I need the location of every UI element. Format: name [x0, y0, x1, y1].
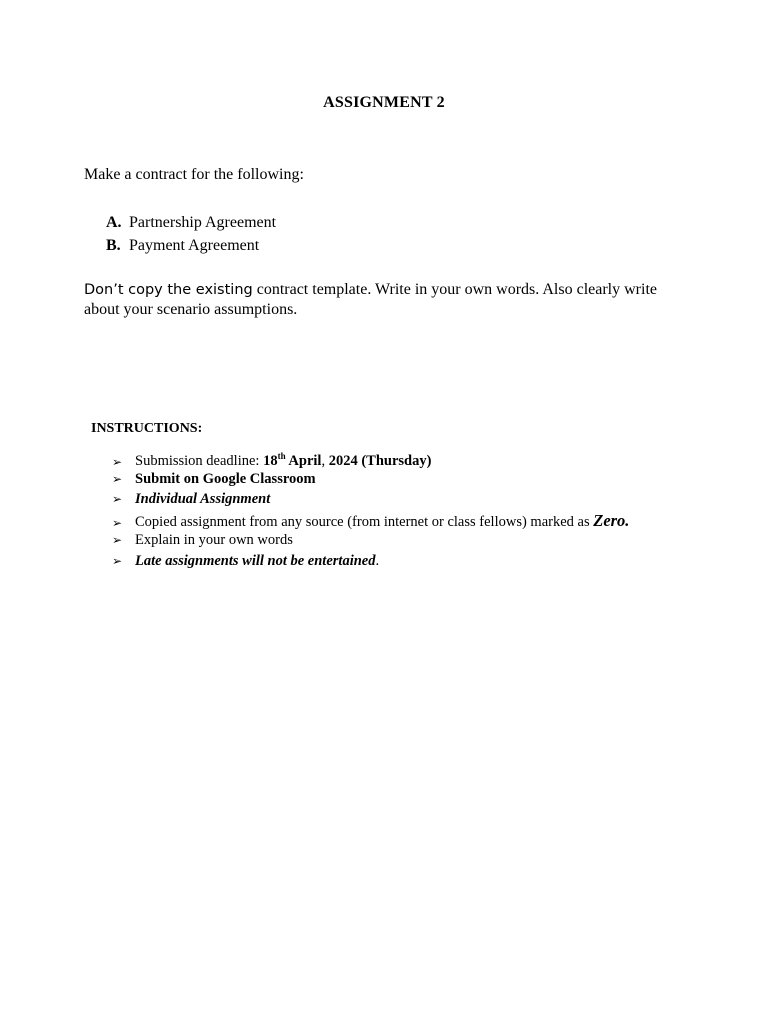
arrowhead-bullet-icon: ➢ — [112, 455, 123, 469]
copied-text: Copied assignment from any source (from internet or class fellows) marked as — [135, 514, 594, 530]
zero-emphasis: Zero. — [593, 511, 630, 530]
note-lead: Don’t copy the existing — [84, 282, 253, 298]
arrowhead-bullet-icon: ➢ — [112, 492, 123, 506]
list-item — [112, 551, 629, 571]
list-item — [112, 450, 629, 470]
arrowhead-bullet-icon: ➢ — [112, 554, 123, 568]
deadline-suffix: th — [277, 451, 286, 462]
list-item — [112, 470, 629, 490]
instruction-note — [84, 280, 684, 320]
contract-list — [106, 211, 276, 257]
explain-text: Explain in your own words — [135, 532, 293, 548]
individual-text: Individual Assignment — [135, 491, 271, 507]
list-item — [106, 211, 276, 234]
list-label: Partnership Agreement — [129, 214, 277, 231]
note-rest: contract template. Write in your own words. Also clearly write about your scenario assumptions. — [84, 281, 657, 318]
list-item — [112, 531, 629, 551]
deadline-label: Submission deadline: — [135, 453, 264, 469]
arrowhead-bullet-icon: ➢ — [112, 533, 123, 547]
submit-text: Submit on Google Classroom — [135, 471, 316, 487]
list-item — [112, 490, 629, 510]
assignment-title: ASSIGNMENT 2 — [323, 94, 445, 111]
list-letter: B. — [106, 237, 121, 254]
instructions-list — [112, 450, 629, 571]
deadline-year: 2024 (Thursday) — [328, 453, 432, 469]
intro-text: Make a contract for the following: — [84, 166, 304, 183]
deadline-comma: , — [321, 453, 329, 469]
deadline-month: April — [285, 453, 322, 469]
list-item — [106, 234, 276, 257]
arrowhead-bullet-icon: ➢ — [112, 516, 123, 530]
instructions-heading: INSTRUCTIONS: — [91, 421, 203, 436]
list-label: Payment Agreement — [129, 237, 260, 254]
list-letter: A. — [106, 214, 122, 231]
arrowhead-bullet-icon: ➢ — [112, 472, 123, 486]
late-end: . — [375, 553, 380, 569]
deadline-day: 18 — [263, 453, 278, 469]
late-text: Late assignments will not be entertained — [135, 553, 376, 569]
list-item — [112, 510, 629, 531]
